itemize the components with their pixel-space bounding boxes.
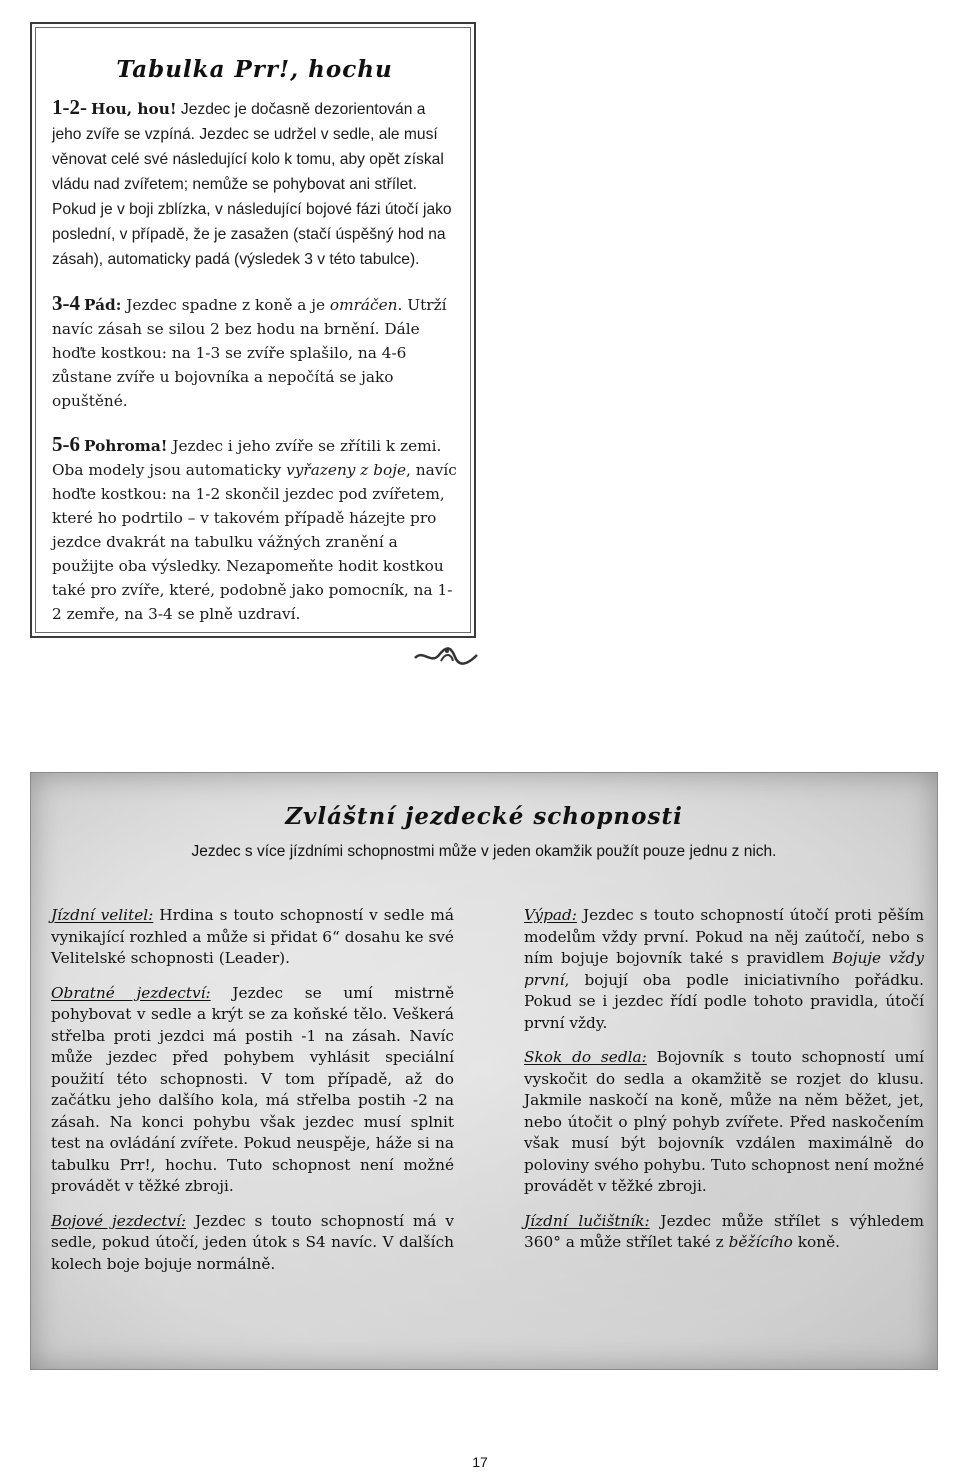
- special-riding-skills-panel: [30, 772, 938, 1370]
- skill-item: [524, 1047, 924, 1198]
- roll-entry-3-4: [52, 291, 457, 413]
- skill-item: [51, 905, 454, 970]
- skill-text: Hrdina s touto schopností v sedle má vynikající rozhled a může si přidat 6“ dosahu ke své Velitelské schopnosti (Leader).: [51, 906, 454, 967]
- panel-subtitle: Jezdec s více jízdními schopnostmi může v jeden okamžik použít pouze jednu z nich.: [191, 843, 777, 860]
- skill-text-italic: Bojuje vždy první: [524, 949, 924, 989]
- skill-text: , bojují oba podle iniciativního pořádku. Pokud se i jezdec řídí podle tohoto pravidla, útočí první vždy.: [524, 970, 924, 1032]
- roll-table-content: [52, 56, 457, 645]
- roll-table-title: Tabulka Prr!, hochu: [116, 56, 393, 83]
- roll-text: Jezdec i jeho zvíře se zřítili k zemi. Oba modely jsou automaticky: [52, 437, 442, 479]
- flourish-ornament-icon: [411, 643, 481, 669]
- skill-text: Jezdec může střílet s výhledem 360° a může střílet také z: [524, 1211, 925, 1251]
- roll-number: 1-2-: [52, 95, 87, 119]
- skills-right-column: [524, 905, 924, 1267]
- roll-label: Hou, hou!: [91, 100, 177, 118]
- roll-table-frame: [30, 22, 476, 638]
- skill-text: Bojovník s touto schopností umí vyskočit do sedla a okamžitě se rozjet do klusu. Jakmile naskočí na koně, může na něm běžet, jet, nebo útočit o plný pohyb zvířete. Před naskočením však musí být bojovník vzdálen maximálně do poloviny svého pohybu. Tuto schopnost není možné provádět v těžké zbroji.: [524, 1048, 924, 1195]
- skills-left-column: [51, 905, 454, 1288]
- roll-label: Pohroma!: [84, 437, 168, 455]
- roll-text-italic: vyřazeny z boje: [286, 461, 407, 479]
- roll-text: , navíc hoďte kostkou: na 1-2 skončil jezdec pod zvířetem, které ho podrtilo – v takovém případě házejte pro jezdce dvakrát na tabulku vážných zranění a použijte oba výsledky. Nezapomeňte hodit kostkou také pro zvíře, které, podobně jako pomocník, na 1-2 zemře, na 3-4 se plně uzdraví.: [52, 461, 457, 623]
- skill-term: Výpad:: [524, 906, 577, 924]
- skill-term: Jízdní lučištník:: [524, 1211, 650, 1230]
- skill-item: [524, 1211, 924, 1254]
- roll-text: Jezdec je dočasně dezorientován a jeho zvíře se vzpíná. Jezdec se udržel v sedle, ale musí věnovat celé své následující kolo k tomu, aby opět získal vládu nad zvířetem; nemůže se pohybovat ani střílet. Pokud je v boji zblízka, v následující bojové fázi útočí jako poslední, v případě, že je zasažen (stačí úspěšný hod na zásah), automaticky padá (výsledek 3 v této tabulce).: [52, 101, 452, 268]
- skill-text: Jezdec s touto schopností útočí proti pěším modelům vždy první. Pokud na něj zaútočí, nebo s ním bojuje bojovník také s pravidlem: [524, 906, 924, 967]
- skill-term: Obratné jezdectví:: [51, 983, 211, 1002]
- roll-text-italic: omráčen: [329, 296, 398, 314]
- roll-label: Pád:: [84, 296, 122, 314]
- page-number: 17: [472, 1454, 488, 1470]
- skill-text: Jezdec s touto schopností má v sedle, pokud útočí, jeden útok s S4 navíc. V dalších kolech boje bojuje normálně.: [51, 1211, 454, 1273]
- roll-number: 5-6: [52, 432, 80, 456]
- skill-item: [51, 1211, 454, 1276]
- roll-entry-1-2: [52, 95, 457, 272]
- skill-term: Skok do sedla:: [524, 1048, 647, 1066]
- skill-text: Jezdec se umí mistrně pohybovat v sedle a krýt se za koňské tělo. Veškerá střelba proti jezdci má postih -1 na zásah. Navíc může jezdec před pohybem vyhlásit speciální použití této schopnosti. V tom případě, až do začátku jeho dalšího kola, má střelba postih -2 na zásah. Na konci pohybu však jezdec musí splnit test na ovládání zvířete. Pokud neuspěje, háže si na tabulku Prr!, hochu. Tuto schopnost není možné provádět v těžké zbroji.: [51, 983, 455, 1195]
- roll-number: 3-4: [52, 291, 80, 315]
- skill-term: Bojové jezdectví:: [51, 1211, 187, 1230]
- skill-term: Jízdní velitel:: [51, 906, 154, 924]
- skill-text-italic: běžícího: [728, 1233, 793, 1251]
- roll-text: Jezdec spadne z koně a je: [121, 296, 330, 314]
- skill-text: koně.: [792, 1233, 840, 1251]
- skill-item: [51, 983, 454, 1198]
- roll-entry-5-6: [52, 432, 457, 626]
- roll-text: . Utrží navíc zásah se silou 2 bez hodu na brnění. Dále hoďte kostkou: na 1-3 se zvíře splašilo, na 4-6 zůstane zvíře u bojovníka a nepočítá se jako opuštěné.: [52, 296, 447, 410]
- panel-title: Zvláštní jezdecké schopnosti: [285, 803, 683, 830]
- skill-item: [524, 905, 924, 1034]
